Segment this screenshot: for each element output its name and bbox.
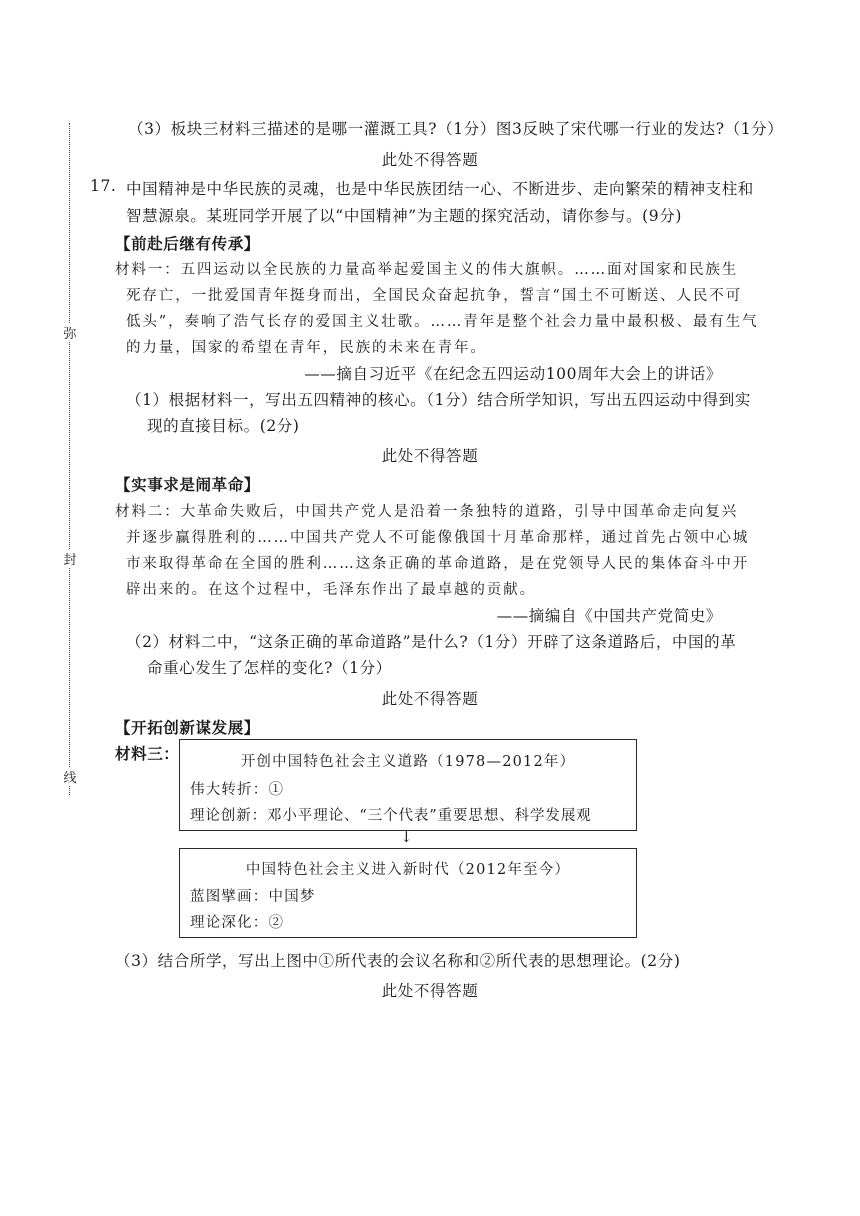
diagram-row: 理论深化：② xyxy=(190,915,285,931)
diagram-row: 蓝图擘画：中国梦 xyxy=(190,889,316,905)
material-line: 的力量，国家的希望在青年，民族的未来在青年。 xyxy=(126,340,487,356)
material-line: 死存亡，一批爱国青年挺身而出，全国民众奋起抗争，誓言“国土不可断送、人民不可 xyxy=(126,288,743,304)
question-intro-line: 中国精神是中华民族的灵魂，也是中华民族团结一心、不断进步、走向繁荣的精神支柱和 xyxy=(126,180,754,198)
diagram-box-title: 中国特色社会主义进入新时代（2012年至今） xyxy=(245,862,571,878)
no-answer-note: 此处不得答题 xyxy=(381,982,479,1000)
question-part: 命重心发生了怎样的变化?（1分） xyxy=(147,659,392,677)
section-heading: 【开拓创新谋发展】 xyxy=(115,718,260,737)
question-part: 现的直接目标。(2分) xyxy=(147,417,300,435)
material-source: ——摘编自《中国共产党简史》 xyxy=(496,607,722,625)
binding-char-mi: 弥 xyxy=(62,323,78,342)
question-number: 17. xyxy=(90,177,117,195)
binding-char-feng: 封 xyxy=(62,549,78,568)
material-line: 低头”，奏响了浩气长存的爱国主义壮歌。……青年是整个社会力量中最积极、最有生气 xyxy=(126,314,759,330)
diagram-arrow: ↓ xyxy=(400,828,413,846)
material-line: 材料一：五四运动以全民族的力量高举起爱国主义的伟大旗帜。……面对国家和民族生 xyxy=(115,262,739,278)
question-part: （3）结合所学，写出上图中①所代表的会议名称和②所代表的思想理论。(2分) xyxy=(115,952,681,970)
question-intro-line: 智慧源泉。某班同学开展了以“中国精神”为主题的探究活动，请你参与。(9分) xyxy=(126,207,683,225)
section-heading: 【实事求是闹革命】 xyxy=(115,475,260,494)
material-line: 并逐步赢得胜利的……中国共产党人不可能像俄国十月革命那样，通过首先占领中心城 xyxy=(126,530,750,546)
question-part: （2）材料二中，“这条正确的革命道路”是什么?（1分）开辟了这条道路后，中国的革 xyxy=(126,633,737,651)
no-answer-note: 此处不得答题 xyxy=(381,151,479,169)
diagram-box-road xyxy=(179,739,637,831)
question-part: （1）根据材料一，写出五四精神的核心。（1分）结合所学知识，写出五四运动中得到实 xyxy=(126,391,751,409)
diagram-box-new-era xyxy=(179,848,637,938)
section-heading: 【前赴后继有传承】 xyxy=(115,234,260,253)
diagram-row: 伟大转折：① xyxy=(190,782,285,798)
question-16-3: （3）板块三材料三描述的是哪一灌溉工具?（1分）图3反映了宋代哪一行业的发达?（1分） xyxy=(128,120,784,138)
no-answer-note: 此处不得答题 xyxy=(381,690,479,708)
material-label: 材料三： xyxy=(115,744,180,763)
material-line: 材料二：大革命失败后，中国共产党人是沿着一条独特的道路，引导中国革命走向复兴 xyxy=(115,504,739,520)
material-line: 市来取得革命在全国的胜利……这条正确的革命道路，是在党领导人民的集体奋斗中开 xyxy=(126,556,750,572)
no-answer-note: 此处不得答题 xyxy=(381,447,479,465)
diagram-row: 理论创新：邓小平理论、“三个代表”重要思想、科学发展观 xyxy=(190,808,592,824)
material-source: ——摘自习近平《在纪念五四运动100周年大会上的讲话》 xyxy=(304,365,722,383)
material-line: 辟出来的。在这个过程中，毛泽东作出了最卓越的贡献。 xyxy=(126,582,536,598)
diagram-box-title: 开创中国特色社会主义道路（1978—2012年） xyxy=(240,754,576,770)
binding-char-xian: 线 xyxy=(62,767,78,786)
